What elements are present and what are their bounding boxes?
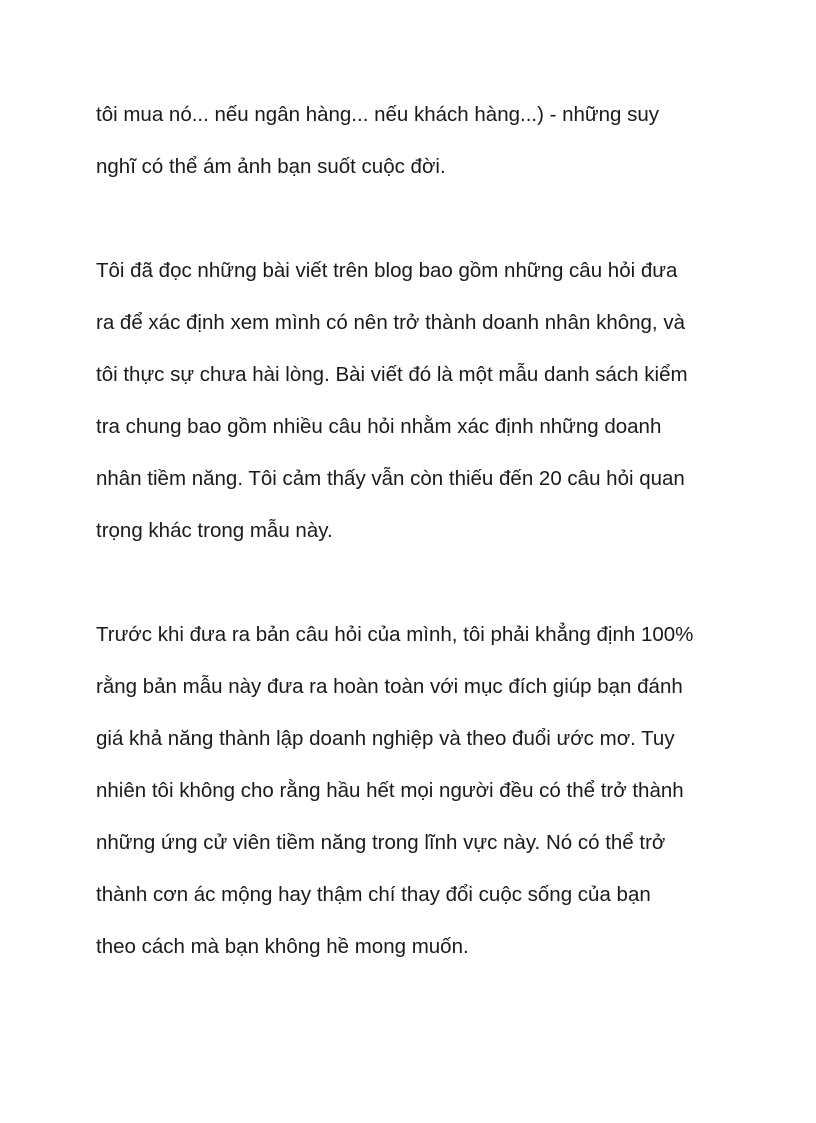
document-body [96, 96, 736, 980]
text-line: theo cách mà bạn không hề mong muốn. [96, 935, 469, 958]
paragraph-1 [96, 96, 736, 200]
text-line: tôi mua nó... nếu ngân hàng... nếu khách hàng...) - những suy [96, 103, 660, 126]
text-line: thành cơn ác mộng hay thậm chí thay đổi cuộc sống của bạn [96, 883, 651, 906]
paragraph-spacer [96, 564, 736, 616]
text-line: rằng bản mẫu này đưa ra hoàn toàn với mục đích giúp bạn đánh [96, 675, 683, 698]
paragraph-spacer [96, 200, 736, 252]
paragraph-2 [96, 252, 736, 564]
text-line: ra để xác định xem mình có nên trở thành doanh nhân không, và [96, 311, 685, 334]
text-line: nghĩ có thể ám ảnh bạn suốt cuộc đời. [96, 155, 446, 178]
text-line: nhân tiềm năng. Tôi cảm thấy vẫn còn thiếu đến 20 câu hỏi quan [96, 467, 685, 490]
text-line: những ứng cử viên tiềm năng trong lĩnh vực này. Nó có thể trở [96, 831, 666, 854]
text-line: tra chung bao gồm nhiều câu hỏi nhằm xác định những doanh [96, 415, 662, 438]
text-line: Tôi đã đọc những bài viết trên blog bao gồm những câu hỏi đưa [96, 259, 678, 282]
text-line: nhiên tôi không cho rằng hầu hết mọi người đều có thể trở thành [96, 779, 684, 802]
text-line: Trước khi đưa ra bản câu hỏi của mình, tôi phải khẳng định 100% [96, 623, 694, 646]
paragraph-3 [96, 616, 736, 980]
text-line: giá khả năng thành lập doanh nghiệp và theo đuổi ước mơ. Tuy [96, 727, 675, 750]
text-line: tôi thực sự chưa hài lòng. Bài viết đó là một mẫu danh sách kiểm [96, 363, 688, 386]
text-line: trọng khác trong mẫu này. [96, 519, 333, 542]
